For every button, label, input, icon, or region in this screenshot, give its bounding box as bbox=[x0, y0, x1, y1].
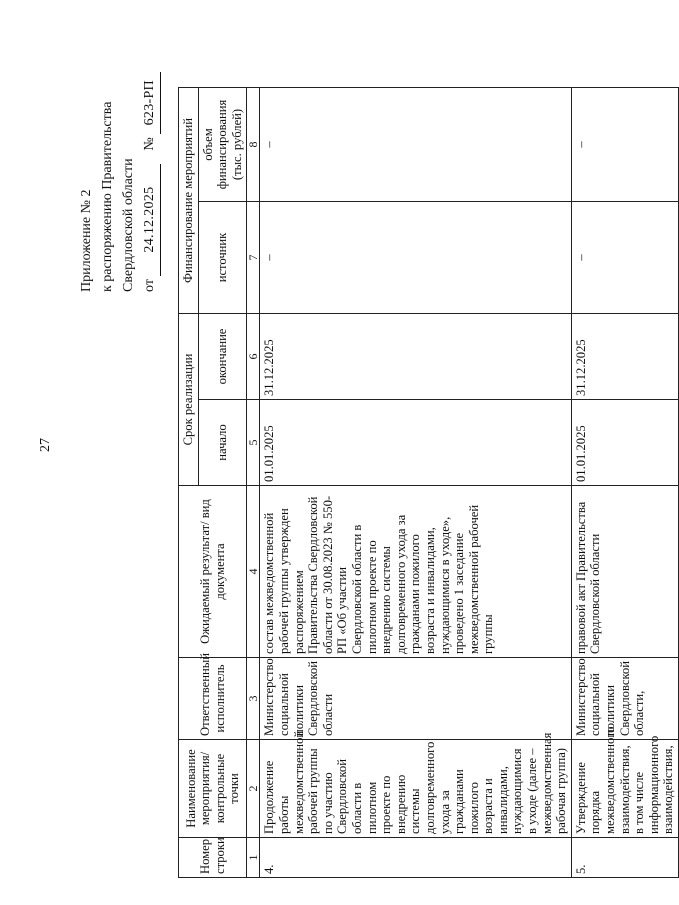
page-number: 27 bbox=[38, 438, 53, 452]
number-label: № bbox=[142, 137, 157, 151]
expected-result: правовой акт Правительства Свердловской области bbox=[571, 486, 678, 658]
column-number: 2 bbox=[247, 740, 260, 838]
header-end: окончание bbox=[198, 314, 247, 400]
column-number: 7 bbox=[247, 202, 260, 314]
rotated-table-container bbox=[178, 88, 676, 878]
appendix-region: Свердловской области bbox=[121, 158, 136, 292]
executor: Министерство социальной политики Свердловской области, bbox=[571, 658, 678, 740]
document-date: 24.12.2025 bbox=[139, 164, 161, 276]
end-date: 31.12.2025 bbox=[571, 314, 678, 400]
measures-table bbox=[178, 87, 679, 878]
financing-volume: – bbox=[571, 87, 678, 201]
header-executor: Ответственный исполнитель bbox=[179, 658, 247, 740]
header-volume: объем финансирования (тыс. рублей) bbox=[198, 87, 247, 201]
row-number: 5. bbox=[571, 838, 678, 878]
header-financing: Финансирование мероприятий bbox=[179, 87, 199, 313]
header-result: Ожидаемый результат/ вид документа bbox=[179, 486, 247, 658]
start-date: 01.01.2025 bbox=[260, 400, 571, 486]
table-row bbox=[260, 87, 571, 877]
header-row-number: Номер строки bbox=[179, 838, 247, 878]
expected-result: состав межведомственной рабочей группы утвержден распоряжением Правительства Свердловской области от 30.08.2023 № 550-РП «Об участии Свердловской области в пилотном проекте по внедрению системы долговременного ухода за гражданами пожилого возраста и инвалидами, нуждающимися в уходе», проведено 1 заседание межведомственной рабочей группы bbox=[260, 486, 571, 658]
column-number: 6 bbox=[247, 314, 260, 400]
column-numbers-row bbox=[247, 87, 260, 877]
row-number: 4. bbox=[260, 838, 571, 878]
appendix-date-line bbox=[139, 32, 161, 292]
header-source: источник bbox=[198, 202, 247, 314]
column-number: 3 bbox=[247, 658, 260, 740]
executor: Министерство социальной политики Свердловской области bbox=[260, 658, 571, 740]
column-number: 4 bbox=[247, 486, 260, 658]
header-start: начало bbox=[198, 400, 247, 486]
financing-volume: – bbox=[260, 87, 571, 201]
appendix-title: Приложение № 2 bbox=[79, 189, 94, 292]
financing-source: – bbox=[571, 202, 678, 314]
column-number: 5 bbox=[247, 400, 260, 486]
column-number: 1 bbox=[247, 838, 260, 878]
financing-source: – bbox=[260, 202, 571, 314]
from-label: от bbox=[142, 279, 157, 292]
appendix-header bbox=[76, 32, 161, 292]
table-row bbox=[571, 87, 678, 877]
measure-name: Утверждение порядка межведомственного взаимодействия, в том числе информационного взаимодействия, bbox=[571, 740, 678, 838]
document-number: 623-РП bbox=[139, 72, 161, 134]
column-number: 8 bbox=[247, 87, 260, 201]
header-term: Срок реализации bbox=[179, 314, 199, 486]
appendix-ref: к распоряжению Правительства bbox=[100, 101, 115, 292]
measure-name: Продолжение работы межведомственной рабочей группы по участию Свердловской области в пилотном проекте по внедрению системы долговременного ухода за гражданами пожилого возраста и инвалидами, нуждающимися в уходе (далее – межведомственная рабочая группа) bbox=[260, 740, 571, 838]
end-date: 31.12.2025 bbox=[260, 314, 571, 400]
header-measure-name: Наименование мероприятия/ контрольные точки bbox=[179, 740, 247, 838]
start-date: 01.01.2025 bbox=[571, 400, 678, 486]
